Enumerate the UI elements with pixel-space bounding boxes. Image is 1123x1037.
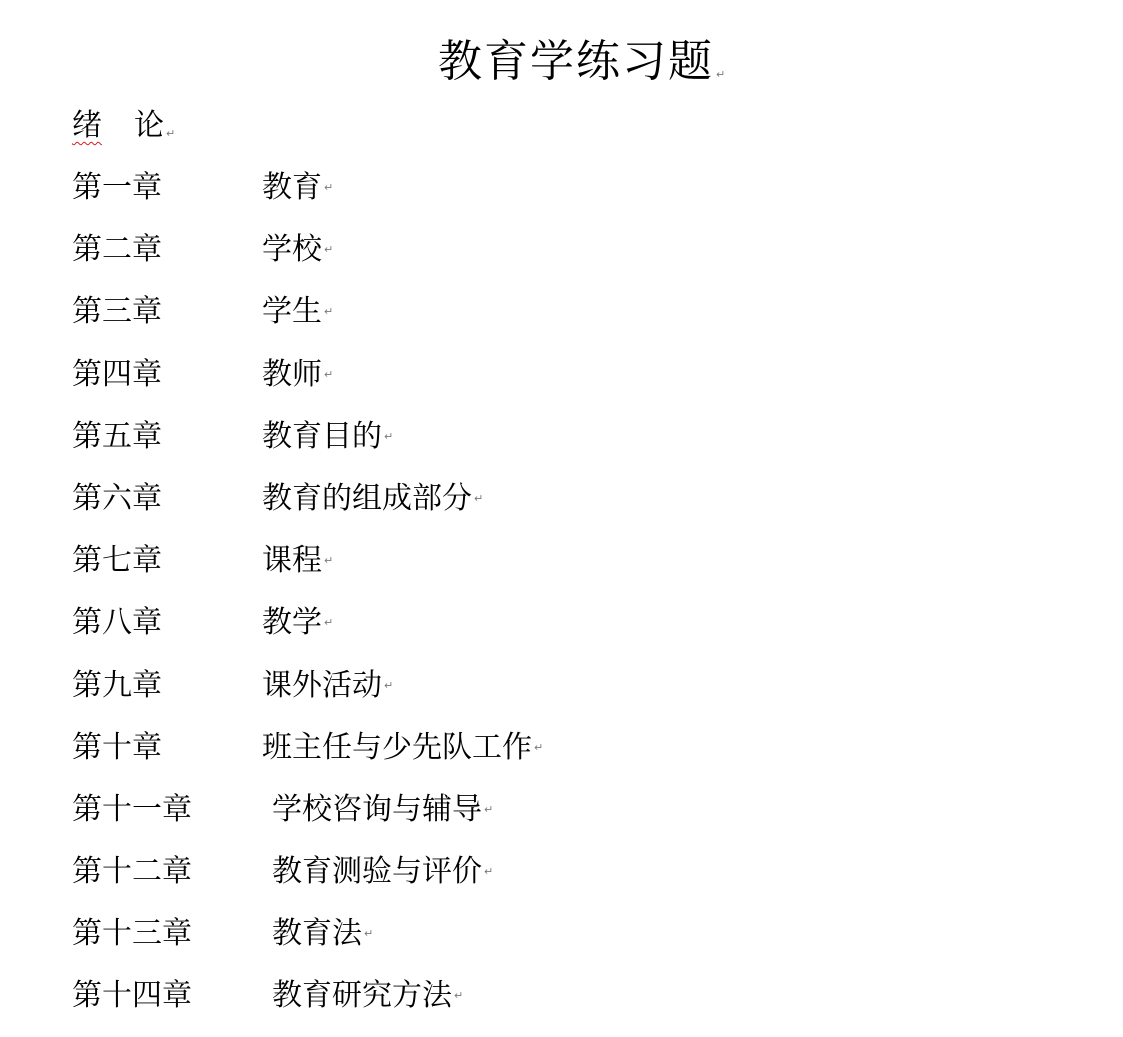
chapter-title: 教师 (262, 356, 322, 392)
chapter-title: 教育测验与评价 (272, 854, 482, 890)
chapter-number: 第八章 (72, 605, 162, 641)
chapter-row (72, 415, 543, 477)
paragraph-mark-icon: ↵ (166, 127, 176, 140)
document-title (438, 34, 727, 103)
chapter-number: 第十一章 (72, 791, 192, 827)
chapter-title: 学校 (262, 232, 322, 268)
chapter-row (72, 788, 543, 850)
paragraph-mark-icon: ↵ (484, 865, 494, 879)
paragraph-mark-icon: ↵ (324, 367, 334, 381)
chapter-row (72, 850, 543, 912)
chapter-row (72, 974, 543, 1036)
chapter-number: 第七章 (72, 543, 162, 579)
chapter-row (72, 290, 543, 352)
chapter-title: 教学 (262, 605, 322, 641)
paragraph-mark-icon: ↵ (716, 68, 728, 81)
chapter-number: 第十四章 (72, 978, 192, 1014)
chapter-title: 学生 (262, 294, 322, 330)
intro-first-char: 绪 (72, 108, 102, 143)
chapter-title: 教育研究方法 (272, 978, 452, 1014)
chapter-list (72, 166, 543, 1037)
paragraph-mark-icon: ↵ (534, 740, 544, 754)
chapter-number: 第三章 (72, 294, 162, 330)
chapter-row (72, 664, 543, 726)
paragraph-mark-icon: ↵ (384, 678, 394, 692)
chapter-row (72, 477, 543, 539)
chapter-number: 第一章 (72, 170, 162, 205)
paragraph-mark-icon: ↵ (324, 616, 334, 630)
chapter-number: 第十三章 (72, 916, 192, 952)
paragraph-mark-icon: ↵ (454, 989, 464, 1003)
chapter-title: 教育的组成部分 (262, 480, 472, 516)
paragraph-mark-icon: ↵ (324, 554, 334, 568)
paragraph-mark-icon: ↵ (324, 243, 334, 257)
intro-heading (72, 104, 175, 156)
paragraph-mark-icon: ↵ (324, 305, 334, 319)
chapter-row (72, 912, 543, 974)
chapter-number: 第五章 (72, 418, 162, 454)
chapter-row (72, 601, 543, 663)
chapter-title: 教育法 (272, 916, 362, 952)
chapter-number: 第六章 (72, 480, 162, 516)
paragraph-mark-icon: ↵ (364, 927, 374, 941)
chapter-row (72, 228, 543, 290)
chapter-title: 教育目的 (262, 418, 382, 454)
chapter-number: 第九章 (72, 667, 162, 703)
paragraph-mark-icon: ↵ (384, 429, 394, 443)
chapter-title: 学校咨询与辅导 (272, 791, 482, 827)
chapter-number: 第十二章 (72, 854, 192, 890)
document-title-text: 教育学练习题 (438, 36, 714, 87)
paragraph-mark-icon: ↵ (484, 802, 494, 816)
chapter-row (72, 353, 543, 415)
chapter-title: 课程 (262, 543, 322, 579)
chapter-number: 第二章 (72, 232, 162, 268)
chapter-title: 教育 (262, 170, 322, 205)
chapter-row (72, 726, 543, 788)
chapter-title: 课外活动 (262, 667, 382, 703)
chapter-number: 第十章 (72, 729, 162, 765)
chapter-title: 班主任与少先队工作 (262, 729, 532, 765)
paragraph-mark-icon: ↵ (474, 491, 484, 505)
chapter-row (72, 539, 543, 601)
intro-second-char: 论 (134, 108, 164, 143)
chapter-number: 第四章 (72, 356, 162, 392)
chapter-row (72, 166, 543, 228)
paragraph-mark-icon: ↵ (324, 181, 334, 194)
